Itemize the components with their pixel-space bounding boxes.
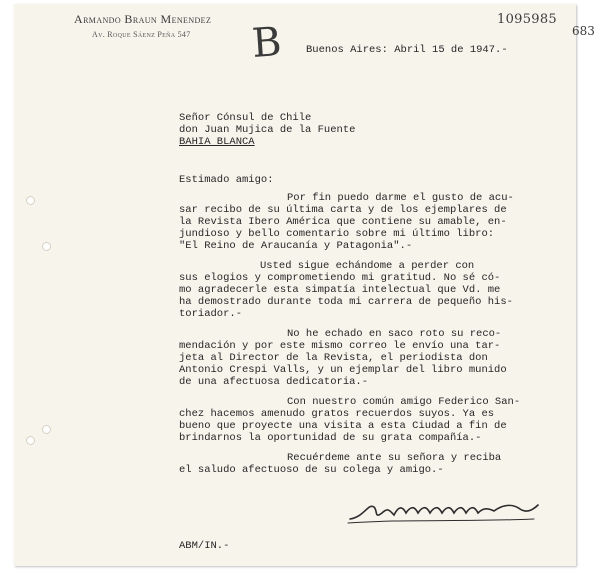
body-line: la Revista Ibero América que contiene su amable, en- xyxy=(179,216,507,228)
punch-hole xyxy=(42,242,51,251)
body-line: bueno que proyecte una visita a esta Ciudad a fin de xyxy=(179,420,507,432)
addressee-city: BAHIA BLANCA xyxy=(179,136,255,148)
signature xyxy=(344,489,544,529)
body-line: Antonio Crespi Valls, y un ejemplar del libro munido xyxy=(179,364,507,376)
body-line: brindarnos la oportunidad de su grata compañía.- xyxy=(179,432,482,444)
letterhead-name: Armando Braun Menendez xyxy=(74,12,212,26)
body-line: de una afectuosa dedicatoria.- xyxy=(179,376,369,388)
body-line: chez hacemos amenudo gratos recuerdos suyos. Ya es xyxy=(179,408,495,420)
page-number: 683 xyxy=(572,24,595,38)
body-line: toriador.- xyxy=(179,308,243,320)
body-line: No he echado en saco roto su reco- xyxy=(287,328,502,340)
body-line: sus elogios y comprometiendo mi gratitud. No sé có- xyxy=(179,272,501,284)
body-line: el saludo afectuoso de su colega y amigo.- xyxy=(179,464,444,476)
handwritten-mark: B xyxy=(250,19,283,67)
punch-hole xyxy=(26,436,35,445)
body-line: ha demostrado durante toda mi carrera de pequeño his- xyxy=(179,296,513,308)
body-line: Con nuestro común amigo Federico San- xyxy=(287,396,521,408)
body-line: mendación y por este mismo correo le envío una tar- xyxy=(179,340,501,352)
body-line: Recuérdeme ante su señora y reciba xyxy=(287,452,502,464)
body-line: jeta al Director de la Revista, el periodista don xyxy=(179,352,488,364)
punch-hole xyxy=(26,196,35,205)
addressee-line: Señor Cónsul de Chile xyxy=(179,112,312,124)
typist-initials: ABM/IN.- xyxy=(179,540,230,552)
salutation: Estimado amigo: xyxy=(179,174,274,186)
body-line: jundioso y bello comentario sobre mi último libro: xyxy=(179,228,495,240)
body-line: sar recibo de su última carta y de los ejemplares de xyxy=(179,204,507,216)
letter-page xyxy=(14,4,595,566)
punch-hole xyxy=(42,425,51,434)
body-line: Por fin puedo darme el gusto de acu- xyxy=(287,192,514,204)
archive-number: 1095985 xyxy=(497,12,557,27)
body-line: mo agradecerle esta simpatía intelectual que Vd. me xyxy=(179,284,501,296)
letterhead-address: Av. Roque Sáenz Peña 547 xyxy=(92,30,191,39)
addressee-line: don Juan Mujica de la Fuente xyxy=(179,124,356,136)
body-line: "El Reino de Araucanía y Patagonia".- xyxy=(179,240,413,252)
date-line: Buenos Aires: Abril 15 de 1947.- xyxy=(306,44,508,56)
body-line: Usted sigue echándome a perder con xyxy=(260,260,475,272)
